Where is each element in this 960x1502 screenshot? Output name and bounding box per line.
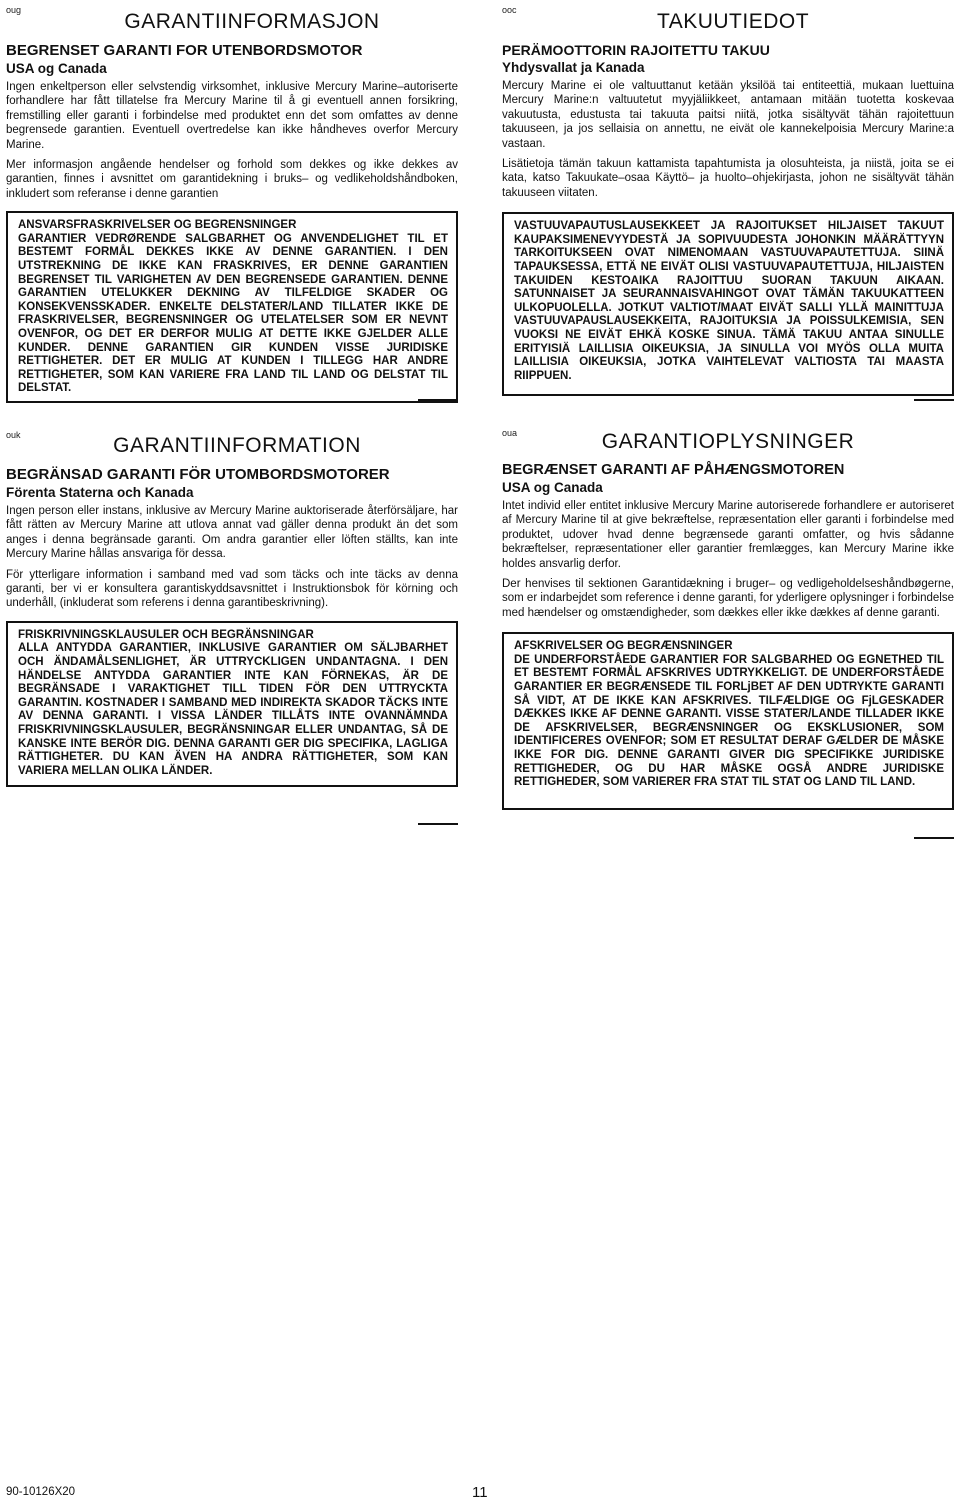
disclaimer-box <box>502 632 954 810</box>
disclaimer-text: GARANTIER VEDRØRENDE SALGBARHET OG ANVENDELIGHET TIL ET BESTEMT FORMÅL DEKKES IKKE AV DENNE GARANTIEN. I DEN UTSTREKNING DE IKKE KAN FRASKRIVES, ER DENNE GARANTIEN BEGRENSET TIL VARIGHETEN AV DEN BEGRENSEDE GARANTIEN. DENNE GARANTIEN UTELUKKER DEKNING AV TILFELDIGE SKADER OG KONSEKVENSSKADER. ENKELTE DELSTATER/LAND TILLATER IKKE DE FRASKRIVELSER, BEGRENSNINGER OG UTELATELSER SOM ER NEVNT OVENFOR, OG DET ER DERFOR MULIG AT DETTE IKKE GJELDER ALLE KUNDER. DENNE GARANTIEN GIR KUNDEN VISSE JURIDISKE RETTIGHETER. DET ER MULIG AT KUNDEN I TILLEGG HAR ANDRE RETTIGHETER, SOM KAN VARIERE FRA LAND TIL LAND OG DELSTAT TIL DELSTAT. <box>18 232 448 395</box>
disclaimer-text: DE UNDERFORSTÅEDE GARANTIER FOR SALGBARHED OG EGNETHED TIL ET BESTEMT FORMÅL AFSKRIVES UDTRYKKELIGT. DE UNDERFORSTÅEDE GARANTIER ER BEGRÆNSEDE TIL FORLjBET AF DEN UDTRYKTE GARANTI SÅ VIDT, AT DE IKKE KAN AFSKRIVES. TILFÆLDIGE OG FjLGESKADER DÆKKES IKKE AF DENNE GARANTI. VISSE STATER/LANDE TILLADER IKKE DE AFSKRIVELSER, BEGRÆNSNINGER OG EKSKLUSIONER, SOM IDENTIFICERES OVENFOR; SOM ET RESULTAT DERAF GÆLDER DE MÅSKE IKKE FOR DIG. DENNE GARANTI GIVER DIG SPECIFIKKE JURIDISKE RETTIGHEDER, OG DU HAR MÅSKE OGSÅ ANDRE JURIDISKE RETTIGHEDER, SOM VARIERER FRA STAT TIL STAT OG LAND TIL LAND. <box>514 653 944 789</box>
language-code-fi: ooc <box>502 5 517 15</box>
paragraph-1: Ingen enkeltperson eller selvstendig virksomhet, inklusive Mercury Marine–autoriserte forhandlere har fått tillatelse fra Mercury Marine til å gi eventuell annen forsikring, fremstilling eller garanti i forbindelse med produktet enn det som omfattes av denne begrensede garantien. Eventuell overtredelse kan ikke håndheves overfor Mercury Marine. <box>6 81 458 151</box>
section-title: TAKUUTIEDOT <box>656 10 810 33</box>
section-finnish <box>502 10 954 396</box>
section-swedish <box>6 434 458 787</box>
language-code-no: oug <box>6 5 22 15</box>
section-divider <box>418 823 458 825</box>
section-heading: PERÄMOOTTORIN RAJOITETTU TAKUU <box>502 42 770 58</box>
section-divider <box>418 399 458 401</box>
section-title: GARANTIINFORMATION <box>113 434 361 457</box>
section-norwegian <box>6 10 458 403</box>
language-code-sv: ouk <box>6 430 21 440</box>
section-divider <box>914 837 954 839</box>
paragraph-2: Lisätietoja tämän takuun kattamista tapahtumista ja olosuhteista, ja niistä, joita se ei kata, katso Takuukate–osaa Käyttö– ja huolto–ohjekirjasta, johon ne sisältyvät tähän takuuseen viitaten. <box>502 158 954 199</box>
disclaimer-text: VASTUUVAPAUTUSLAUSEKKEET JA RAJOITUKSET HILJAISET TAKUUT KAUPAKSIMENEVYYDESTÄ JA SOPIVUUDESTA JOHONKIN MÄÄRÄTTYYN TARKOITUKSEEN OVAT NIMENOMAAN VASTUUVAPAUTETTUJA. SIINÄ TAPAUKSESSA, ETTÄ NE EIVÄT OLISI VASTUUVAPAUTETTUJA, HILJAISTEN TAKUIDEN KESTOAIKA RAJOITTUU SUORAN TAKUUN AIKAAN. SATUNNAISET JA SEURANNAISVAHINGOT OVAT TÄMÄN TAKUUKATTEEN ULKOPUOLELLA. JOTKUT VALTIOT/MAAT EIVÄT SALLI YLLÄ MAINITTUJA VASTUUVAPAUSLAUSEKKEITA, RAJOITUKSIA JA POISSULKEMISIA, SEN VUOKSI NE EIVÄT EHKÄ KOSKE SINUA. TÄMÄ TAKUU ANTAA SINULLE ERITYISIÄ LAILLISIA OIKEUKSIA, JA SINULLA VOI MYÖS OLLA MUITA LAILLISIA OIKEUKSIA, JOTKA VAIHTELEVAT VALTIOSTA TAI MAASTA RIIPPUEN. <box>514 220 944 382</box>
section-heading: BEGRÆNSET GARANTI AF PÅHÆNGSMOTOREN <box>502 462 845 478</box>
section-subheading: Förenta Staterna och Kanada <box>6 485 194 500</box>
language-code-da: oua <box>502 428 518 438</box>
section-heading: BEGRÄNSAD GARANTI FÖR UTOMBORDSMOTORER <box>6 466 390 483</box>
section-subheading: USA og Canada <box>6 61 107 76</box>
document-number: 90-10126X20 <box>6 1486 76 1498</box>
section-subheading: Yhdysvallat ja Kanada <box>502 60 645 75</box>
paragraph-2: Der henvises til sektionen Garantidækning i bruger– og vedligeholdelseshåndbøgerne, som er indarbejdet som reference i denne garanti, for yderligere oplysninger i forbindelse med hændelser og omstændigheder, som dækkes eller ikke dækkes af denne garanti. <box>502 578 954 619</box>
page-number: 11 <box>472 1484 488 1501</box>
disclaimer-heading: FRISKRIVNINGSKLAUSULER OCH BEGRÄNSNINGAR <box>18 628 314 641</box>
section-danish <box>502 430 954 810</box>
section-title: GARANTIINFORMASJON <box>124 10 380 33</box>
paragraph-1: Ingen person eller instans, inklusive av Mercury Marine auktoriserade återförsäljare, har fått rätten av Mercury Marine att utlova annat vad gäller denna produkt än det som anges i denna begränsade garanti. Om andra garantier eller löften ställts, kan inte Mercury Marine hållas ansvariga för dessa. <box>6 505 458 561</box>
disclaimer-box <box>6 621 458 787</box>
disclaimer-box <box>502 212 954 396</box>
disclaimer-box <box>6 211 458 403</box>
section-subheading: USA og Canada <box>502 480 603 495</box>
paragraph-1: Mercury Marine ei ole valtuuttanut ketään yksilöä tai entiteettiä, mukaan luettuina Mercury Marine:n valtuutetut myyjäliikkeet, antamaan mitään tuotetta koskevaa vakuutusta, edustusta tai takuuta paitsi niitä, jotka sisältyvät tähän rajoitettuun takuuseen, ja jos sellaisia on annettu, ne eivät ole kannekelpoisia Mercury Marine:a vastaan. <box>502 80 954 150</box>
section-divider <box>914 399 954 401</box>
paragraph-2: För ytterligare information i samband med vad som täcks och inte täcks av denna garanti, ber vi er konsultera garantiskyddsavsnittet i Instruktionsbok för körning och underhåll, (inkluderat som referens i denna garantibeskrivning). <box>6 568 458 610</box>
paragraph-1: Intet individ eller entitet inklusive Mercury Marine autoriserede forhandlere er autoriseret af Mercury Marine til at give bekræftelse, repræsentation eller garanti i forbindelse med produktet, udover hvad denne begrænsede garanti omfatter, og hvis sådanne bekræftelser, repræsentationer eller garantier fremlægges, kan Mercury Marine ikke holdes ansvarlig derfor. <box>502 500 954 570</box>
section-title: GARANTIOPLYSNINGER <box>601 430 855 453</box>
disclaimer-text: ALLA ANTYDDA GARANTIER, INKLUSIVE GARANTIER OM SÄLJBARHET OCH ÄNDAMÅLSENLIGHET, ÄR UTTRYCKLIGEN UNDANTAGNA. I DEN HÄNDELSE ANTYDDA GARANTIER INTE KAN FÖRNEKAS, ÄR DE BEGRÄNSADE I VARAKTIGHET TILL TIDEN FÖR DEN UTTRYCKTA GARANTIN. KOSTNADER I SAMBAND MED INDIREKTA SKADOR TÄCKS INTE AV DENNA GARANTI. I VISSA LÄNDER TILLÅTS INTE OVANNÄMNDA FRISKRIVNINGSKLAUSULER, BEGRÄNSNINGAR ELLER UNDANTAG, SÅ DE KANSKE INTE BERÖR DIG. DENNA GARANTI GER DIG SPECIFIKA, LAGLIGA RÄTTIGHETER. DU KAN ÄVEN HA ANDRA RÄTTIGHETER, SOM KAN VARIERA MELLAN OLIKA LÄNDER. <box>18 642 448 777</box>
section-heading: BEGRENSET GARANTI FOR UTENBORDSMOTOR <box>6 42 363 59</box>
paragraph-2: Mer informasjon angående hendelser og forhold som dekkes og ikke dekkes av garantien, finnes i avsnittet om garantidekning i bruks– og vedlikeholdshåndboken, inkludert som referanse i denne garantien <box>6 159 458 200</box>
disclaimer-heading: ANSVARSFRASKRIVELSER OG BEGRENSNINGER <box>18 219 297 232</box>
disclaimer-heading: AFSKRIVELSER OG BEGRÆNSNINGER <box>514 640 733 653</box>
